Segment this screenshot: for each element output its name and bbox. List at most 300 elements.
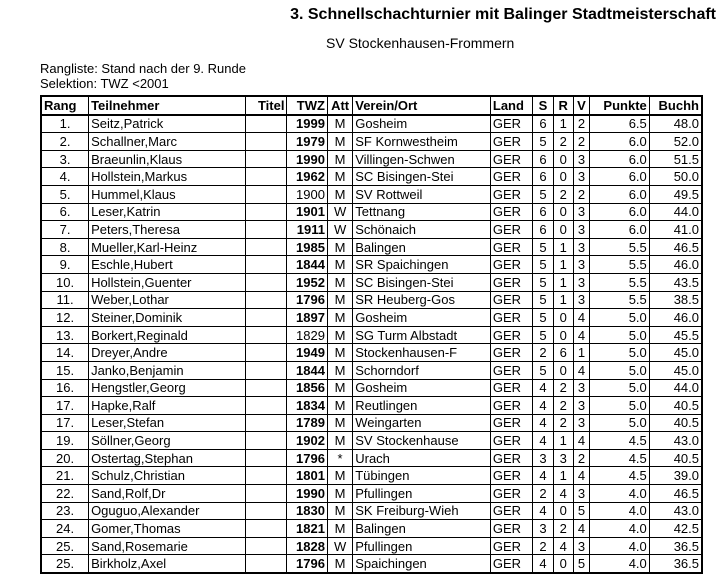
cell-att: M xyxy=(327,344,352,362)
cell-teilnehmer: Oguguo,Alexander xyxy=(89,502,246,520)
cell-teilnehmer: Peters,Theresa xyxy=(89,221,246,239)
cell-land: GER xyxy=(490,273,533,291)
cell-punkte: 5.0 xyxy=(590,344,650,362)
cell-buchh: 41.0 xyxy=(649,221,702,239)
col-header-rang: Rang xyxy=(41,96,89,115)
cell-punkte: 5.5 xyxy=(590,238,650,256)
cell-twz: 1828 xyxy=(287,537,327,555)
cell-buchh: 44.0 xyxy=(649,379,702,397)
cell-v: 4 xyxy=(573,520,589,538)
cell-s: 6 xyxy=(533,221,553,239)
cell-land: GER xyxy=(490,414,533,432)
cell-land: GER xyxy=(490,520,533,538)
cell-teilnehmer: Dreyer,Andre xyxy=(89,344,246,362)
cell-v: 5 xyxy=(573,502,589,520)
cell-rang: 25. xyxy=(41,537,89,555)
cell-twz: 1985 xyxy=(287,238,327,256)
cell-titel xyxy=(245,203,287,221)
cell-r: 2 xyxy=(553,133,573,151)
cell-buchh: 46.5 xyxy=(649,485,702,503)
cell-buchh: 51.5 xyxy=(649,150,702,168)
cell-v: 3 xyxy=(573,203,589,221)
cell-titel xyxy=(245,115,287,133)
cell-titel xyxy=(245,326,287,344)
cell-land: GER xyxy=(490,221,533,239)
cell-punkte: 6.0 xyxy=(590,133,650,151)
cell-s: 4 xyxy=(533,379,553,397)
cell-titel xyxy=(245,555,287,573)
cell-att: W xyxy=(327,221,352,239)
col-header-twz: TWZ xyxy=(287,96,327,115)
cell-teilnehmer: Seitz,Patrick xyxy=(89,115,246,133)
cell-land: GER xyxy=(490,185,533,203)
cell-buchh: 42.5 xyxy=(649,520,702,538)
cell-verein: Balingen xyxy=(353,520,491,538)
cell-verein: Tettnang xyxy=(353,203,491,221)
cell-land: GER xyxy=(490,309,533,327)
cell-v: 4 xyxy=(573,309,589,327)
cell-titel xyxy=(245,291,287,309)
cell-buchh: 49.5 xyxy=(649,185,702,203)
cell-verein: SF Kornwestheim xyxy=(353,133,491,151)
cell-land: GER xyxy=(490,537,533,555)
cell-att: M xyxy=(327,467,352,485)
cell-punkte: 4.0 xyxy=(590,555,650,573)
cell-twz: 1911 xyxy=(287,221,327,239)
cell-s: 2 xyxy=(533,485,553,503)
cell-twz: 1999 xyxy=(287,115,327,133)
cell-verein: Balingen xyxy=(353,238,491,256)
cell-r: 6 xyxy=(553,344,573,362)
cell-v: 3 xyxy=(573,485,589,503)
cell-att: M xyxy=(327,520,352,538)
cell-r: 2 xyxy=(553,379,573,397)
cell-twz: 1844 xyxy=(287,361,327,379)
cell-att: M xyxy=(327,414,352,432)
cell-punkte: 4.0 xyxy=(590,520,650,538)
cell-s: 6 xyxy=(533,115,553,133)
cell-verein: Villingen-Schwen xyxy=(353,150,491,168)
table-row xyxy=(41,379,702,397)
cell-att: M xyxy=(327,379,352,397)
table-row xyxy=(41,537,702,555)
cell-r: 2 xyxy=(553,414,573,432)
cell-r: 4 xyxy=(553,485,573,503)
cell-verein: Pfullingen xyxy=(353,485,491,503)
cell-punkte: 6.0 xyxy=(590,221,650,239)
cell-twz: 1897 xyxy=(287,309,327,327)
cell-verein: Stockenhausen-F xyxy=(353,344,491,362)
cell-punkte: 4.5 xyxy=(590,467,650,485)
cell-s: 2 xyxy=(533,537,553,555)
cell-land: GER xyxy=(490,238,533,256)
cell-r: 1 xyxy=(553,273,573,291)
table-row xyxy=(41,168,702,186)
cell-r: 0 xyxy=(553,150,573,168)
cell-land: GER xyxy=(490,555,533,573)
col-header-punkte: Punkte xyxy=(590,96,650,115)
selection-info: Selektion: TWZ <2001 xyxy=(40,76,169,91)
cell-att: M xyxy=(327,397,352,415)
cell-rang: 17. xyxy=(41,397,89,415)
cell-twz: 1801 xyxy=(287,467,327,485)
cell-land: GER xyxy=(490,115,533,133)
col-header-att: Att xyxy=(327,96,352,115)
cell-punkte: 6.0 xyxy=(590,203,650,221)
cell-rang: 14. xyxy=(41,344,89,362)
cell-rang: 22. xyxy=(41,485,89,503)
cell-buchh: 36.5 xyxy=(649,555,702,573)
cell-r: 0 xyxy=(553,203,573,221)
table-row xyxy=(41,485,702,503)
cell-rang: 9. xyxy=(41,256,89,274)
cell-land: GER xyxy=(490,361,533,379)
cell-buchh: 45.0 xyxy=(649,344,702,362)
cell-rang: 3. xyxy=(41,150,89,168)
table-row xyxy=(41,326,702,344)
cell-buchh: 44.0 xyxy=(649,203,702,221)
cell-teilnehmer: Mueller,Karl-Heinz xyxy=(89,238,246,256)
col-header-teilnehmer: Teilnehmer xyxy=(89,96,246,115)
cell-s: 5 xyxy=(533,185,553,203)
cell-r: 0 xyxy=(553,326,573,344)
cell-land: GER xyxy=(490,432,533,450)
table-row xyxy=(41,397,702,415)
cell-rang: 20. xyxy=(41,449,89,467)
cell-punkte: 5.0 xyxy=(590,414,650,432)
cell-v: 4 xyxy=(573,326,589,344)
cell-rang: 8. xyxy=(41,238,89,256)
cell-punkte: 5.0 xyxy=(590,309,650,327)
cell-buchh: 45.5 xyxy=(649,326,702,344)
cell-buchh: 40.5 xyxy=(649,414,702,432)
cell-buchh: 36.5 xyxy=(649,537,702,555)
cell-twz: 1796 xyxy=(287,291,327,309)
cell-buchh: 48.0 xyxy=(649,115,702,133)
cell-verein: SC Bisingen-Stei xyxy=(353,273,491,291)
cell-s: 6 xyxy=(533,203,553,221)
cell-r: 1 xyxy=(553,291,573,309)
cell-s: 5 xyxy=(533,309,553,327)
cell-verein: Reutlingen xyxy=(353,397,491,415)
cell-rang: 15. xyxy=(41,361,89,379)
cell-s: 4 xyxy=(533,397,553,415)
cell-r: 0 xyxy=(553,361,573,379)
cell-r: 0 xyxy=(553,502,573,520)
cell-titel xyxy=(245,185,287,203)
cell-rang: 1. xyxy=(41,115,89,133)
cell-buchh: 46.5 xyxy=(649,238,702,256)
cell-titel xyxy=(245,133,287,151)
cell-titel xyxy=(245,309,287,327)
table-row xyxy=(41,555,702,573)
cell-land: GER xyxy=(490,150,533,168)
cell-s: 4 xyxy=(533,414,553,432)
page-title: 3. Schnellschachturnier mit Balinger Stadtmeisterschaft xyxy=(290,6,716,23)
cell-titel xyxy=(245,485,287,503)
cell-att: M xyxy=(327,133,352,151)
cell-verein: Gosheim xyxy=(353,309,491,327)
cell-twz: 1796 xyxy=(287,555,327,573)
cell-v: 4 xyxy=(573,467,589,485)
cell-teilnehmer: Weber,Lothar xyxy=(89,291,246,309)
cell-s: 5 xyxy=(533,291,553,309)
cell-titel xyxy=(245,150,287,168)
cell-att: M xyxy=(327,502,352,520)
cell-punkte: 4.5 xyxy=(590,449,650,467)
cell-titel xyxy=(245,379,287,397)
cell-verein: Schönaich xyxy=(353,221,491,239)
cell-verein: SV Rottweil xyxy=(353,185,491,203)
cell-teilnehmer: Eschle,Hubert xyxy=(89,256,246,274)
cell-titel xyxy=(245,449,287,467)
cell-verein: Tübingen xyxy=(353,467,491,485)
cell-att: M xyxy=(327,485,352,503)
cell-teilnehmer: Hapke,Ralf xyxy=(89,397,246,415)
cell-titel xyxy=(245,273,287,291)
cell-twz: 1949 xyxy=(287,344,327,362)
cell-att: M xyxy=(327,115,352,133)
cell-twz: 1844 xyxy=(287,256,327,274)
cell-v: 2 xyxy=(573,133,589,151)
cell-teilnehmer: Leser,Katrin xyxy=(89,203,246,221)
cell-teilnehmer: Ostertag,Stephan xyxy=(89,449,246,467)
cell-att: M xyxy=(327,555,352,573)
cell-punkte: 5.0 xyxy=(590,397,650,415)
cell-rang: 21. xyxy=(41,467,89,485)
cell-teilnehmer: Hollstein,Guenter xyxy=(89,273,246,291)
cell-twz: 1834 xyxy=(287,397,327,415)
cell-v: 3 xyxy=(573,397,589,415)
cell-twz: 1821 xyxy=(287,520,327,538)
cell-verein: SK Freiburg-Wieh xyxy=(353,502,491,520)
cell-buchh: 40.5 xyxy=(649,397,702,415)
cell-r: 1 xyxy=(553,432,573,450)
cell-s: 2 xyxy=(533,344,553,362)
cell-att: M xyxy=(327,238,352,256)
cell-land: GER xyxy=(490,256,533,274)
cell-s: 4 xyxy=(533,555,553,573)
table-header-row xyxy=(41,96,702,115)
cell-v: 1 xyxy=(573,344,589,362)
cell-att: M xyxy=(327,309,352,327)
cell-s: 4 xyxy=(533,432,553,450)
cell-teilnehmer: Janko,Benjamin xyxy=(89,361,246,379)
cell-twz: 1990 xyxy=(287,485,327,503)
cell-att: M xyxy=(327,168,352,186)
cell-land: GER xyxy=(490,291,533,309)
cell-att: M xyxy=(327,185,352,203)
cell-punkte: 5.5 xyxy=(590,291,650,309)
cell-r: 2 xyxy=(553,397,573,415)
cell-punkte: 4.0 xyxy=(590,502,650,520)
cell-buchh: 39.0 xyxy=(649,467,702,485)
cell-land: GER xyxy=(490,133,533,151)
cell-titel xyxy=(245,256,287,274)
cell-punkte: 6.5 xyxy=(590,115,650,133)
cell-v: 2 xyxy=(573,115,589,133)
cell-verein: Pfullingen xyxy=(353,537,491,555)
table-row xyxy=(41,432,702,450)
cell-twz: 1829 xyxy=(287,326,327,344)
cell-v: 2 xyxy=(573,185,589,203)
cell-s: 6 xyxy=(533,168,553,186)
cell-rang: 5. xyxy=(41,185,89,203)
col-header-v: V xyxy=(573,96,589,115)
cell-verein: Weingarten xyxy=(353,414,491,432)
cell-teilnehmer: Gomer,Thomas xyxy=(89,520,246,538)
cell-teilnehmer: Steiner,Dominik xyxy=(89,309,246,327)
cell-buchh: 45.0 xyxy=(649,361,702,379)
cell-verein: SG Turm Albstadt xyxy=(353,326,491,344)
cell-att: M xyxy=(327,361,352,379)
cell-verein: Gosheim xyxy=(353,379,491,397)
cell-titel xyxy=(245,502,287,520)
cell-punkte: 4.0 xyxy=(590,537,650,555)
cell-punkte: 6.0 xyxy=(590,168,650,186)
cell-punkte: 4.5 xyxy=(590,432,650,450)
cell-punkte: 5.5 xyxy=(590,273,650,291)
cell-att: W xyxy=(327,537,352,555)
table-row xyxy=(41,273,702,291)
cell-r: 2 xyxy=(553,185,573,203)
cell-titel xyxy=(245,238,287,256)
cell-s: 4 xyxy=(533,502,553,520)
cell-r: 0 xyxy=(553,555,573,573)
cell-teilnehmer: Sand,Rosemarie xyxy=(89,537,246,555)
cell-twz: 1830 xyxy=(287,502,327,520)
cell-teilnehmer: Leser,Stefan xyxy=(89,414,246,432)
cell-teilnehmer: Borkert,Reginald xyxy=(89,326,246,344)
cell-punkte: 5.0 xyxy=(590,379,650,397)
table-row xyxy=(41,291,702,309)
cell-twz: 1979 xyxy=(287,133,327,151)
cell-teilnehmer: Braeunlin,Klaus xyxy=(89,150,246,168)
cell-buchh: 43.0 xyxy=(649,502,702,520)
cell-land: GER xyxy=(490,379,533,397)
table-row xyxy=(41,238,702,256)
cell-twz: 1962 xyxy=(287,168,327,186)
cell-rang: 17. xyxy=(41,414,89,432)
col-header-buchh: Buchh xyxy=(649,96,702,115)
cell-teilnehmer: Birkholz,Axel xyxy=(89,555,246,573)
cell-v: 5 xyxy=(573,555,589,573)
cell-v: 3 xyxy=(573,221,589,239)
cell-r: 1 xyxy=(553,256,573,274)
table-row xyxy=(41,185,702,203)
cell-r: 2 xyxy=(553,520,573,538)
cell-teilnehmer: Schallner,Marc xyxy=(89,133,246,151)
cell-rang: 12. xyxy=(41,309,89,327)
cell-v: 3 xyxy=(573,414,589,432)
cell-v: 3 xyxy=(573,150,589,168)
cell-v: 3 xyxy=(573,273,589,291)
page-subtitle: SV Stockenhausen-Frommern xyxy=(326,35,515,51)
col-header-r: R xyxy=(553,96,573,115)
ranking-table-body xyxy=(41,115,702,573)
cell-rang: 4. xyxy=(41,168,89,186)
cell-buchh: 43.0 xyxy=(649,432,702,450)
cell-v: 3 xyxy=(573,537,589,555)
cell-s: 6 xyxy=(533,150,553,168)
cell-land: GER xyxy=(490,502,533,520)
table-row xyxy=(41,115,702,133)
cell-punkte: 5.0 xyxy=(590,361,650,379)
table-row xyxy=(41,221,702,239)
cell-rang: 10. xyxy=(41,273,89,291)
cell-s: 5 xyxy=(533,256,553,274)
cell-r: 4 xyxy=(553,537,573,555)
cell-twz: 1900 xyxy=(287,185,327,203)
cell-twz: 1901 xyxy=(287,203,327,221)
cell-land: GER xyxy=(490,397,533,415)
cell-titel xyxy=(245,467,287,485)
cell-rang: 25. xyxy=(41,555,89,573)
cell-r: 0 xyxy=(553,221,573,239)
cell-rang: 11. xyxy=(41,291,89,309)
cell-titel xyxy=(245,414,287,432)
table-row xyxy=(41,449,702,467)
cell-titel xyxy=(245,168,287,186)
cell-r: 1 xyxy=(553,238,573,256)
cell-att: W xyxy=(327,203,352,221)
cell-teilnehmer: Hengstler,Georg xyxy=(89,379,246,397)
cell-land: GER xyxy=(490,467,533,485)
col-header-land: Land xyxy=(490,96,533,115)
cell-land: GER xyxy=(490,485,533,503)
cell-punkte: 4.0 xyxy=(590,485,650,503)
cell-titel xyxy=(245,397,287,415)
cell-twz: 1902 xyxy=(287,432,327,450)
cell-land: GER xyxy=(490,449,533,467)
table-row xyxy=(41,256,702,274)
cell-buchh: 46.0 xyxy=(649,256,702,274)
cell-land: GER xyxy=(490,168,533,186)
cell-twz: 1789 xyxy=(287,414,327,432)
cell-twz: 1952 xyxy=(287,273,327,291)
cell-r: 3 xyxy=(553,449,573,467)
cell-titel xyxy=(245,537,287,555)
cell-verein: SR Heuberg-Gos xyxy=(353,291,491,309)
table-row xyxy=(41,414,702,432)
cell-att: M xyxy=(327,256,352,274)
cell-v: 3 xyxy=(573,256,589,274)
cell-att: * xyxy=(327,449,352,467)
cell-v: 3 xyxy=(573,291,589,309)
cell-v: 4 xyxy=(573,361,589,379)
col-header-titel: Titel xyxy=(245,96,287,115)
cell-buchh: 46.0 xyxy=(649,309,702,327)
cell-s: 4 xyxy=(533,467,553,485)
cell-v: 2 xyxy=(573,449,589,467)
cell-buchh: 52.0 xyxy=(649,133,702,151)
table-row xyxy=(41,309,702,327)
cell-buchh: 38.5 xyxy=(649,291,702,309)
cell-s: 3 xyxy=(533,449,553,467)
cell-twz: 1796 xyxy=(287,449,327,467)
cell-s: 5 xyxy=(533,238,553,256)
cell-rang: 7. xyxy=(41,221,89,239)
cell-punkte: 6.0 xyxy=(590,185,650,203)
cell-att: M xyxy=(327,150,352,168)
cell-att: M xyxy=(327,326,352,344)
cell-r: 1 xyxy=(553,115,573,133)
standings-info: Rangliste: Stand nach der 9. Runde xyxy=(40,61,246,76)
cell-v: 3 xyxy=(573,168,589,186)
table-row xyxy=(41,520,702,538)
cell-s: 5 xyxy=(533,273,553,291)
table-row xyxy=(41,133,702,151)
